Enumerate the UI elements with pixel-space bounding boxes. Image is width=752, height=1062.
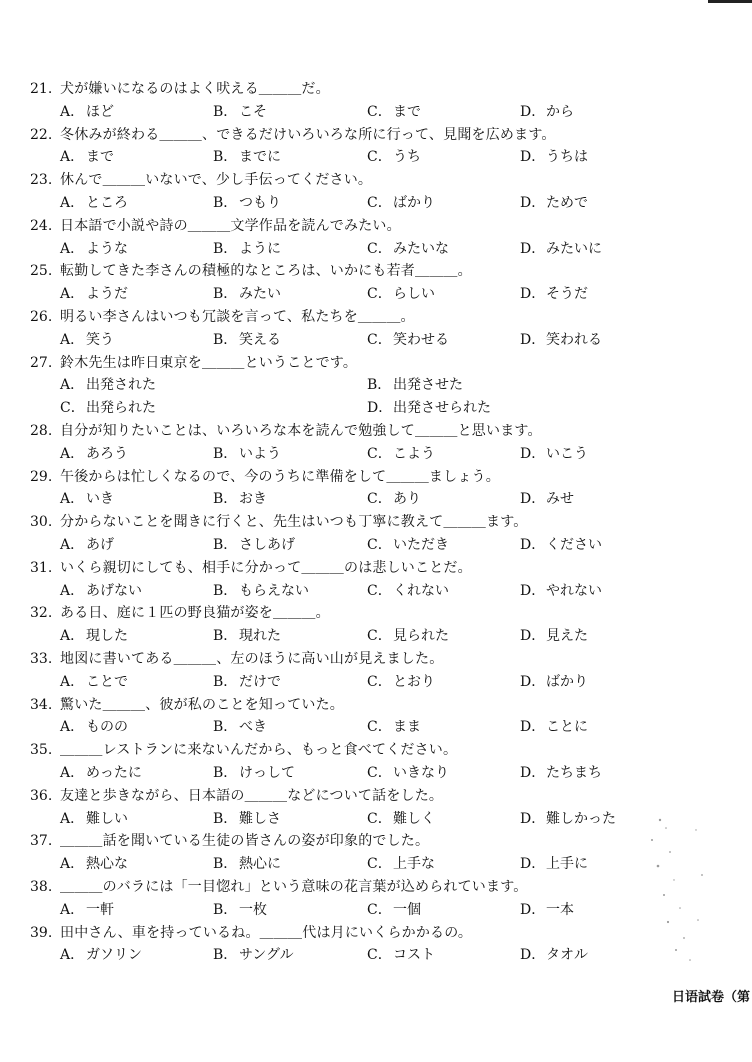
question-33 [30, 648, 735, 670]
option-text: まで [86, 149, 114, 166]
option-letter: B． [213, 947, 238, 964]
option-letter: C． [367, 856, 392, 873]
option-letter: A． [60, 286, 85, 303]
question-number: 30. [30, 514, 53, 531]
option-letter: B． [213, 491, 238, 508]
option-letter: D． [520, 719, 546, 736]
question-text: 日本語で小説や詩の＿＿＿文学作品を読んでみたい。 [60, 217, 401, 234]
option-letter: A． [60, 491, 85, 508]
option-letter: A． [60, 628, 85, 645]
option-letter: B． [213, 765, 238, 781]
question-text: ある日、庭に１匹の野良猫が姿を＿＿＿。 [60, 605, 330, 622]
option-letter: A． [60, 810, 85, 827]
answer-option [520, 488, 574, 510]
question-23 [30, 169, 735, 191]
answer-option [520, 808, 616, 830]
answer-option [367, 580, 449, 602]
question-32 [30, 602, 735, 624]
option-text: ようだ [86, 286, 128, 303]
option-text: 難しかった [546, 810, 616, 827]
option-letter: D． [520, 103, 546, 120]
question-27 [30, 352, 735, 374]
top-edge-line [708, 0, 752, 3]
option-letter: D． [520, 673, 546, 690]
answer-option [60, 192, 128, 214]
option-text: いこう [546, 445, 588, 462]
option-text: までに [239, 149, 281, 166]
option-letter: C． [367, 103, 392, 120]
answer-option [213, 488, 267, 510]
option-letter: C． [60, 400, 85, 417]
option-letter: D． [520, 901, 546, 918]
answer-option [60, 625, 128, 647]
option-text: さしあげ [239, 537, 295, 553]
question-text: ＿＿＿話を聞いている生徒の皆さんの姿が印象的でした。 [60, 833, 430, 850]
answer-option [60, 397, 156, 419]
question-number: 33. [30, 651, 53, 667]
option-letter: B． [367, 377, 392, 394]
question-24 [30, 215, 735, 237]
answer-option [60, 716, 128, 738]
option-text: ところ [86, 195, 128, 211]
answer-option [520, 625, 588, 647]
option-letter: A． [60, 445, 85, 462]
option-letter: C． [367, 582, 392, 599]
answer-option [367, 146, 421, 168]
option-text: ガソリン [86, 947, 142, 964]
option-text: みたいな [393, 240, 449, 257]
answer-option [520, 899, 574, 921]
question-text: 自分が知りたいことは、いろいろな本を読んで勉強して＿＿＿と思います。 [60, 423, 542, 439]
answer-option [60, 580, 142, 602]
option-text: ことで [86, 673, 128, 690]
answer-option [367, 808, 435, 830]
option-text: ください [546, 537, 602, 553]
option-letter: B． [213, 195, 238, 211]
answer-option [213, 238, 281, 260]
answer-option [60, 899, 114, 921]
answer-option [213, 443, 281, 465]
answer-option [213, 944, 294, 966]
answer-option [213, 808, 281, 830]
answer-option [213, 899, 267, 921]
question-36 [30, 785, 735, 807]
option-text: ものの [86, 719, 128, 736]
question-31 [30, 557, 735, 579]
option-text: つもり [239, 195, 281, 211]
answer-option [520, 716, 588, 738]
question-37 [30, 830, 735, 852]
option-letter: A． [60, 195, 85, 211]
option-text: うちは [546, 149, 588, 166]
option-letter: D． [520, 947, 546, 964]
answer-option [367, 716, 421, 738]
answer-option [60, 762, 142, 784]
question-number: 28. [30, 423, 53, 439]
option-text: 熱心な [86, 856, 128, 873]
option-text: いよう [239, 445, 281, 462]
option-letter: C． [367, 195, 392, 211]
option-text: もらえない [239, 582, 309, 599]
option-letter: C． [367, 286, 392, 303]
answer-option [367, 283, 435, 305]
option-letter: C． [367, 149, 392, 166]
question-29 [30, 466, 735, 488]
option-text: こそ [239, 103, 267, 120]
answer-option [520, 580, 602, 602]
question-number: 23. [30, 172, 53, 189]
option-text: みせ [546, 491, 574, 508]
option-letter: D． [520, 765, 546, 781]
option-letter: B． [213, 149, 238, 166]
question-text: 驚いた＿＿＿、彼が私のことを知っていた。 [60, 696, 344, 713]
answer-option [60, 238, 128, 260]
option-text: そうだ [546, 286, 588, 303]
question-number: 38. [30, 879, 53, 895]
option-text: 現れた [239, 628, 281, 645]
answer-option [520, 238, 602, 260]
question-number: 26. [30, 309, 53, 325]
option-text: みたい [239, 286, 281, 303]
option-text: あり [393, 491, 421, 508]
option-letter: A． [60, 103, 85, 120]
option-text: たちまち [546, 765, 602, 781]
option-letter: B． [213, 582, 238, 599]
option-letter: D． [520, 582, 546, 599]
answer-option [213, 716, 267, 738]
answer-option [520, 329, 602, 351]
option-text: ためで [546, 195, 588, 211]
question-35 [30, 739, 735, 761]
answer-option [520, 671, 588, 693]
option-text: ばかり [393, 195, 435, 211]
option-letter: B． [213, 445, 238, 462]
question-number: 27. [30, 354, 53, 371]
answer-option [520, 443, 588, 465]
question-text: 友達と歩きながら、日本語の＿＿＿などについて話をした。 [60, 787, 444, 804]
option-letter: D． [520, 149, 546, 166]
answer-option [367, 397, 491, 419]
answer-option [520, 101, 574, 123]
answer-option [213, 192, 281, 214]
question-number: 21. [30, 81, 53, 97]
option-text: あげ [86, 537, 114, 553]
answer-option [213, 534, 295, 556]
option-text: とおり [393, 673, 435, 690]
option-letter: D． [520, 445, 546, 462]
question-25 [30, 260, 735, 282]
answer-option [213, 853, 281, 875]
option-text: 見られた [393, 628, 449, 645]
question-30 [30, 511, 735, 533]
question-number: 31. [30, 559, 53, 576]
answer-option [520, 762, 602, 784]
answer-option [367, 853, 435, 875]
question-text: いくら親切にしても、相手に分かって＿＿＿のは悲しいことだ。 [60, 559, 472, 576]
answer-option [520, 853, 588, 875]
answer-option [213, 101, 267, 123]
option-text: タオル [546, 947, 588, 964]
option-letter: B． [213, 537, 238, 553]
option-letter: C． [367, 810, 392, 827]
option-letter: B． [213, 719, 238, 736]
answer-option [213, 625, 281, 647]
option-letter: D． [520, 240, 546, 257]
question-text: 田中さん、車を持っているね。＿＿＿代は月にいくらかかるの。 [60, 924, 473, 941]
scan-speckle [640, 800, 740, 980]
answer-option [367, 899, 421, 921]
answer-option [520, 944, 588, 966]
option-text: 一個 [393, 901, 421, 918]
answer-option [367, 488, 421, 510]
question-number: 32. [30, 605, 53, 622]
option-text: ような [86, 240, 128, 257]
option-text: 熱心に [239, 856, 281, 873]
question-38 [30, 876, 735, 898]
answer-option [213, 329, 281, 351]
question-21 [30, 78, 735, 100]
option-letter: C． [367, 628, 392, 645]
option-text: ことに [546, 719, 588, 736]
answer-option [367, 762, 449, 784]
option-text: あろう [86, 445, 128, 462]
option-letter: C． [367, 537, 392, 553]
question-number: 39. [30, 924, 53, 941]
option-letter: B． [213, 286, 238, 303]
question-text: 休んで＿＿＿いないで、少し手伝ってください。 [60, 172, 373, 189]
answer-option [367, 671, 435, 693]
answer-option [213, 283, 281, 305]
answer-option [367, 238, 449, 260]
option-letter: C． [367, 240, 392, 257]
answer-option [60, 374, 156, 396]
answer-option [60, 853, 128, 875]
option-text: 見えた [546, 628, 588, 645]
option-letter: A． [60, 377, 85, 394]
option-letter: C． [367, 947, 392, 964]
option-text: 出発させられた [393, 400, 491, 417]
option-text: いき [86, 491, 114, 508]
option-text: ほど [86, 103, 114, 120]
question-text: 分からないことを聞きに行くと、先生はいつも丁寧に教えて＿＿＿ます。 [60, 514, 528, 531]
question-number: 25. [30, 263, 53, 280]
answer-option [367, 625, 449, 647]
option-letter: B． [213, 240, 238, 257]
question-number: 36. [30, 787, 53, 804]
answer-option [213, 580, 309, 602]
option-text: くれない [393, 582, 449, 599]
option-text: 出発された [86, 377, 156, 394]
option-text: 難しく [393, 810, 435, 827]
option-text: みたいに [546, 240, 602, 257]
answer-option [213, 671, 281, 693]
option-letter: C． [367, 765, 392, 781]
option-text: おき [239, 491, 267, 508]
answer-option [367, 443, 435, 465]
option-text: 難しい [86, 810, 128, 827]
option-letter: D． [520, 195, 546, 211]
option-letter: D． [520, 286, 546, 303]
question-number: 35. [30, 742, 53, 759]
option-letter: A． [60, 947, 85, 964]
option-letter: A． [60, 240, 85, 257]
question-22 [30, 124, 735, 146]
option-text: 出発られた [86, 400, 156, 417]
option-letter: B． [213, 673, 238, 690]
option-text: ように [239, 240, 281, 257]
option-text: けっして [239, 765, 295, 781]
answer-option [367, 329, 449, 351]
question-text: 転勤してきた李さんの積極的なところは、いかにも若者＿＿＿。 [60, 263, 472, 280]
question-text: 冬休みが終わる＿＿＿、できるだけいろいろな所に行って、見聞を広めます。 [60, 126, 556, 143]
option-letter: A． [60, 149, 85, 166]
answer-option [213, 146, 281, 168]
option-text: から [546, 103, 574, 120]
answer-option [520, 146, 588, 168]
question-26 [30, 306, 735, 328]
question-number: 34. [30, 696, 53, 713]
question-number: 37. [30, 833, 53, 850]
answer-option [520, 283, 588, 305]
option-text: 上手に [546, 856, 588, 873]
option-text: べき [239, 719, 267, 736]
option-text: ばかり [546, 673, 588, 690]
answer-option [367, 192, 435, 214]
option-text: まま [393, 719, 421, 736]
option-text: あげない [86, 582, 142, 599]
answer-option [60, 808, 128, 830]
option-text: 上手な [393, 856, 435, 873]
option-letter: C． [367, 901, 392, 918]
option-letter: A． [60, 582, 85, 599]
option-text: 難しさ [239, 810, 281, 827]
option-text: いきなり [393, 765, 449, 781]
answer-option [60, 944, 142, 966]
answer-option [60, 671, 128, 693]
answer-option [367, 534, 449, 556]
answer-option [367, 944, 435, 966]
answer-option [60, 101, 114, 123]
answer-option [60, 534, 114, 556]
option-letter: D． [367, 400, 393, 417]
option-text: 一軒 [86, 901, 114, 918]
option-letter: D． [520, 856, 546, 873]
option-letter: A． [60, 856, 85, 873]
option-letter: B． [213, 901, 238, 918]
answer-option [60, 443, 128, 465]
option-letter: B． [213, 856, 238, 873]
option-text: 笑う [86, 331, 114, 348]
answer-option [60, 146, 114, 168]
question-text: 鈴木先生は昨日東京を＿＿＿ということです。 [60, 354, 358, 371]
answer-option [60, 329, 114, 351]
option-text: 一本 [546, 901, 574, 918]
option-text: いただき [393, 537, 449, 553]
option-letter: A． [60, 901, 85, 918]
option-letter: C． [367, 331, 392, 348]
question-text: 犬が嫌いになるのはよく吠える＿＿＿だ。 [60, 81, 330, 97]
answer-option [60, 283, 128, 305]
option-text: まで [393, 103, 421, 120]
option-letter: A． [60, 673, 85, 690]
option-text: 笑わせる [393, 331, 449, 348]
option-letter: A． [60, 331, 85, 348]
answer-option [520, 534, 602, 556]
option-letter: A． [60, 765, 85, 781]
question-34 [30, 694, 735, 716]
option-letter: D． [520, 628, 546, 645]
answer-option [60, 488, 114, 510]
option-text: サングル [239, 947, 294, 964]
option-letter: B． [213, 103, 238, 120]
option-text: 笑われる [546, 331, 602, 348]
option-text: 笑える [239, 331, 281, 348]
question-number: 29. [30, 468, 53, 485]
option-text: だけで [239, 673, 281, 690]
option-text: めったに [86, 765, 142, 781]
option-letter: D． [520, 491, 546, 508]
option-text: 現した [86, 628, 128, 645]
question-text: ＿＿＿レストランに来ないんだから、もっと食べてください。 [60, 742, 458, 759]
option-text: コスト [393, 947, 435, 964]
option-letter: C． [367, 491, 392, 508]
question-text: 午後からは忙しくなるので、今のうちに準備をして＿＿＿ましょう。 [60, 468, 500, 485]
question-text: 明るい李さんはいつも冗談を言って、私たちを＿＿＿。 [60, 309, 415, 325]
option-letter: A． [60, 719, 85, 736]
option-text: らしい [393, 286, 435, 303]
option-text: 一枚 [239, 901, 267, 918]
option-letter: B． [213, 331, 238, 348]
option-letter: C． [367, 719, 392, 736]
question-text: ＿＿＿のバラには「一目惚れ」という意味の花言葉が込められています。 [60, 879, 528, 895]
question-28 [30, 420, 735, 442]
answer-option [213, 762, 295, 784]
answer-option [520, 192, 588, 214]
option-letter: C． [367, 445, 392, 462]
option-letter: C． [367, 673, 392, 690]
option-text: やれない [546, 582, 602, 599]
answer-option [367, 101, 421, 123]
question-39 [30, 922, 735, 944]
option-letter: D． [520, 810, 546, 827]
option-letter: D． [520, 331, 546, 348]
option-text: うち [393, 149, 421, 166]
question-number: 24. [30, 217, 53, 234]
page-footer: 日语試卷（第 [672, 990, 751, 1005]
answer-option [367, 374, 463, 396]
question-number: 22. [30, 126, 53, 143]
option-letter: B． [213, 628, 238, 645]
option-text: 出発させた [393, 377, 463, 394]
option-letter: A． [60, 537, 85, 553]
option-letter: D． [520, 537, 546, 553]
option-letter: B． [213, 810, 238, 827]
option-text: こよう [393, 445, 435, 462]
question-text: 地図に書いてある＿＿＿、左のほうに高い山が見えました。 [60, 651, 444, 667]
